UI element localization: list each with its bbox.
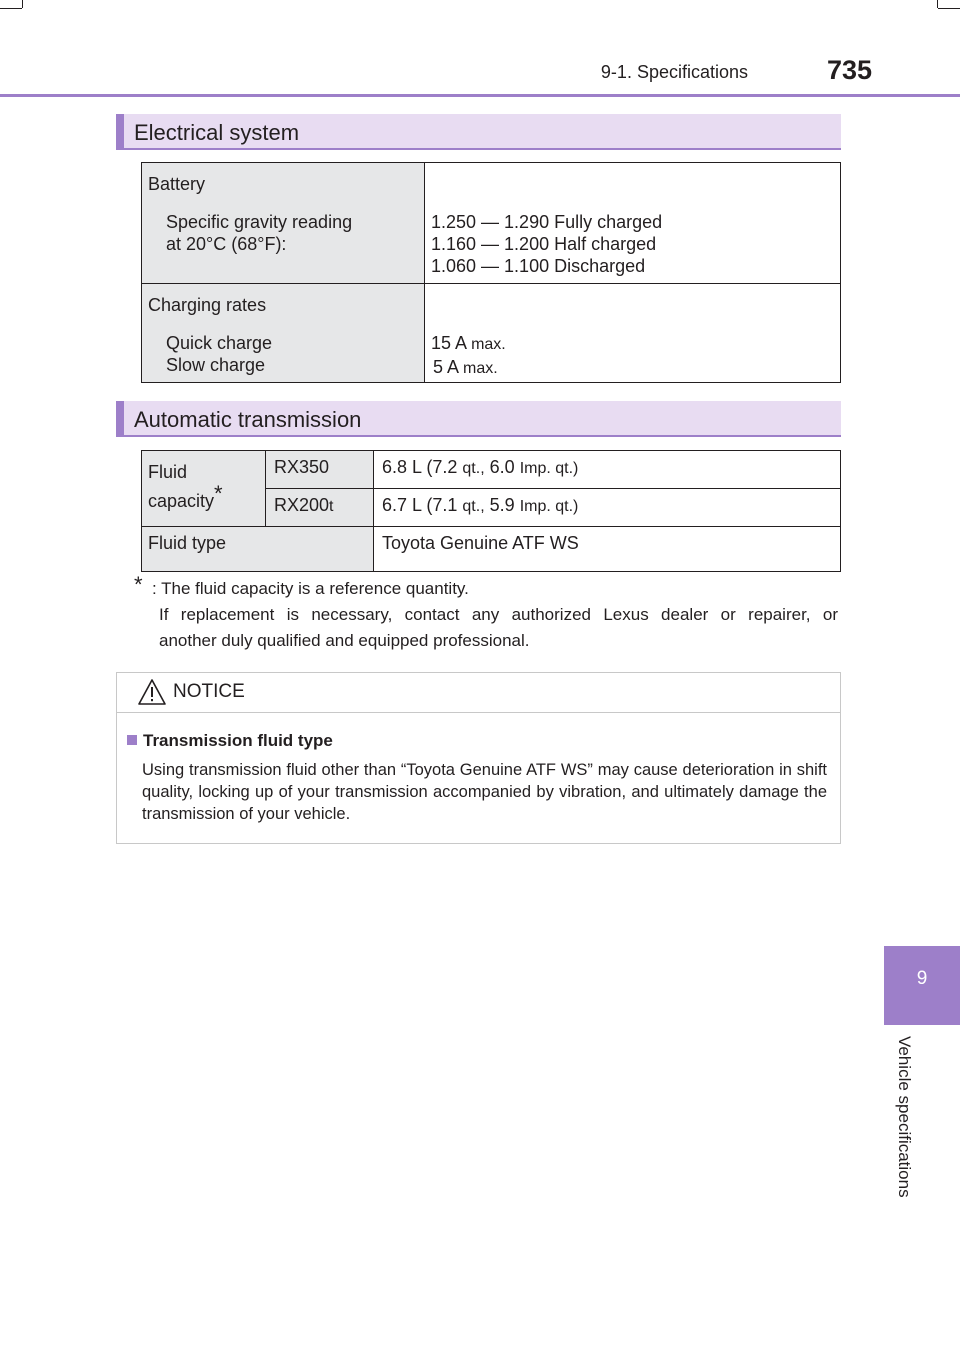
crop-mark xyxy=(0,8,22,9)
crop-mark xyxy=(22,0,23,8)
model-name: RX350 xyxy=(274,457,330,477)
battery-value-cell xyxy=(425,163,841,284)
fluid-capacity-label-1: Fluid xyxy=(148,462,188,482)
battery-value-1: 1.250 — 1.290 Fully charged xyxy=(431,212,663,232)
quick-charge-value: 15 A max. xyxy=(431,333,506,353)
model-name: RX200t xyxy=(274,495,334,515)
fluid-type-value-cell xyxy=(374,527,841,572)
section-title: Automatic transmission xyxy=(134,407,362,432)
section-electrical-system xyxy=(116,114,841,150)
slow-charge-label: Slow charge xyxy=(166,355,266,375)
notice-box xyxy=(116,672,841,844)
fluid-type-value: Toyota Genuine ATF WS xyxy=(382,533,579,553)
fluid-capacity-label-cell xyxy=(142,451,266,527)
charging-label-cell xyxy=(142,284,425,383)
battery-sub2: at 20°C (68°F): xyxy=(166,234,287,254)
fluid-capacity-label-2: capacity* xyxy=(148,481,223,511)
capacity-value: 6.7 L (7.1 qt., 5.9 Imp. qt.) xyxy=(382,495,579,515)
crop-mark xyxy=(938,8,960,9)
footnote-star: * xyxy=(134,572,143,597)
model-cell xyxy=(266,489,374,527)
battery-sub1: Specific gravity reading xyxy=(166,212,353,232)
table-row xyxy=(142,527,841,572)
charging-label: Charging rates xyxy=(148,295,267,315)
notice-label: NOTICE xyxy=(173,681,245,702)
footnote xyxy=(134,572,838,654)
notice-header xyxy=(117,673,840,713)
battery-label: Battery xyxy=(148,174,206,194)
section-accent xyxy=(116,401,124,435)
charging-value-cell xyxy=(425,284,841,383)
chapter-label-text: Vehicle specifications xyxy=(895,1036,914,1198)
chapter-tab xyxy=(884,946,960,1025)
fluid-type-label-cell xyxy=(142,527,374,572)
footnote-line-2: If replacement is necessary, contact any authorized Lexus dealer or repairer, or xyxy=(159,605,838,624)
battery-value-3: 1.060 — 1.100 Discharged xyxy=(431,256,646,276)
chapter-label xyxy=(888,1036,914,1226)
section-title: Electrical system xyxy=(134,120,300,145)
capacity-cell xyxy=(374,489,841,527)
table-row xyxy=(142,451,841,489)
footnote-line-1: : The fluid capacity is a reference quantity. xyxy=(152,579,469,598)
section-header: 9-1. Specifications xyxy=(600,62,748,82)
table-row xyxy=(142,163,841,284)
transmission-table xyxy=(141,450,841,572)
battery-label-cell xyxy=(142,163,425,284)
table-row xyxy=(142,284,841,383)
electrical-table xyxy=(141,162,841,383)
warning-triangle-icon xyxy=(137,678,167,706)
capacity-value: 6.8 L (7.2 qt., 6.0 Imp. qt.) xyxy=(382,457,579,477)
slow-charge-value: 5 A max. xyxy=(433,357,498,377)
bullet-square-icon xyxy=(127,735,137,745)
notice-item-title: Transmission fluid type xyxy=(127,731,333,751)
fluid-type-label: Fluid type xyxy=(148,533,227,553)
chapter-number: 9 xyxy=(916,968,928,989)
section-automatic-transmission xyxy=(116,401,841,437)
capacity-cell xyxy=(374,451,841,489)
quick-charge-label: Quick charge xyxy=(166,333,273,353)
page-number: 735 xyxy=(826,55,872,85)
footnote-line-3: another duly qualified and equipped professional. xyxy=(159,631,530,650)
notice-body: Using transmission fluid other than “Toyota Genuine ATF WS” may cause deterioration in shift quality, locking up of your transmission accompanied by vibration, and ultimately damage the transmission of your vehicle. xyxy=(142,761,827,823)
battery-value-2: 1.160 — 1.200 Half charged xyxy=(431,234,657,254)
crop-mark xyxy=(937,0,938,8)
model-cell xyxy=(266,451,374,489)
section-accent xyxy=(116,114,124,148)
header-rule xyxy=(0,94,960,97)
